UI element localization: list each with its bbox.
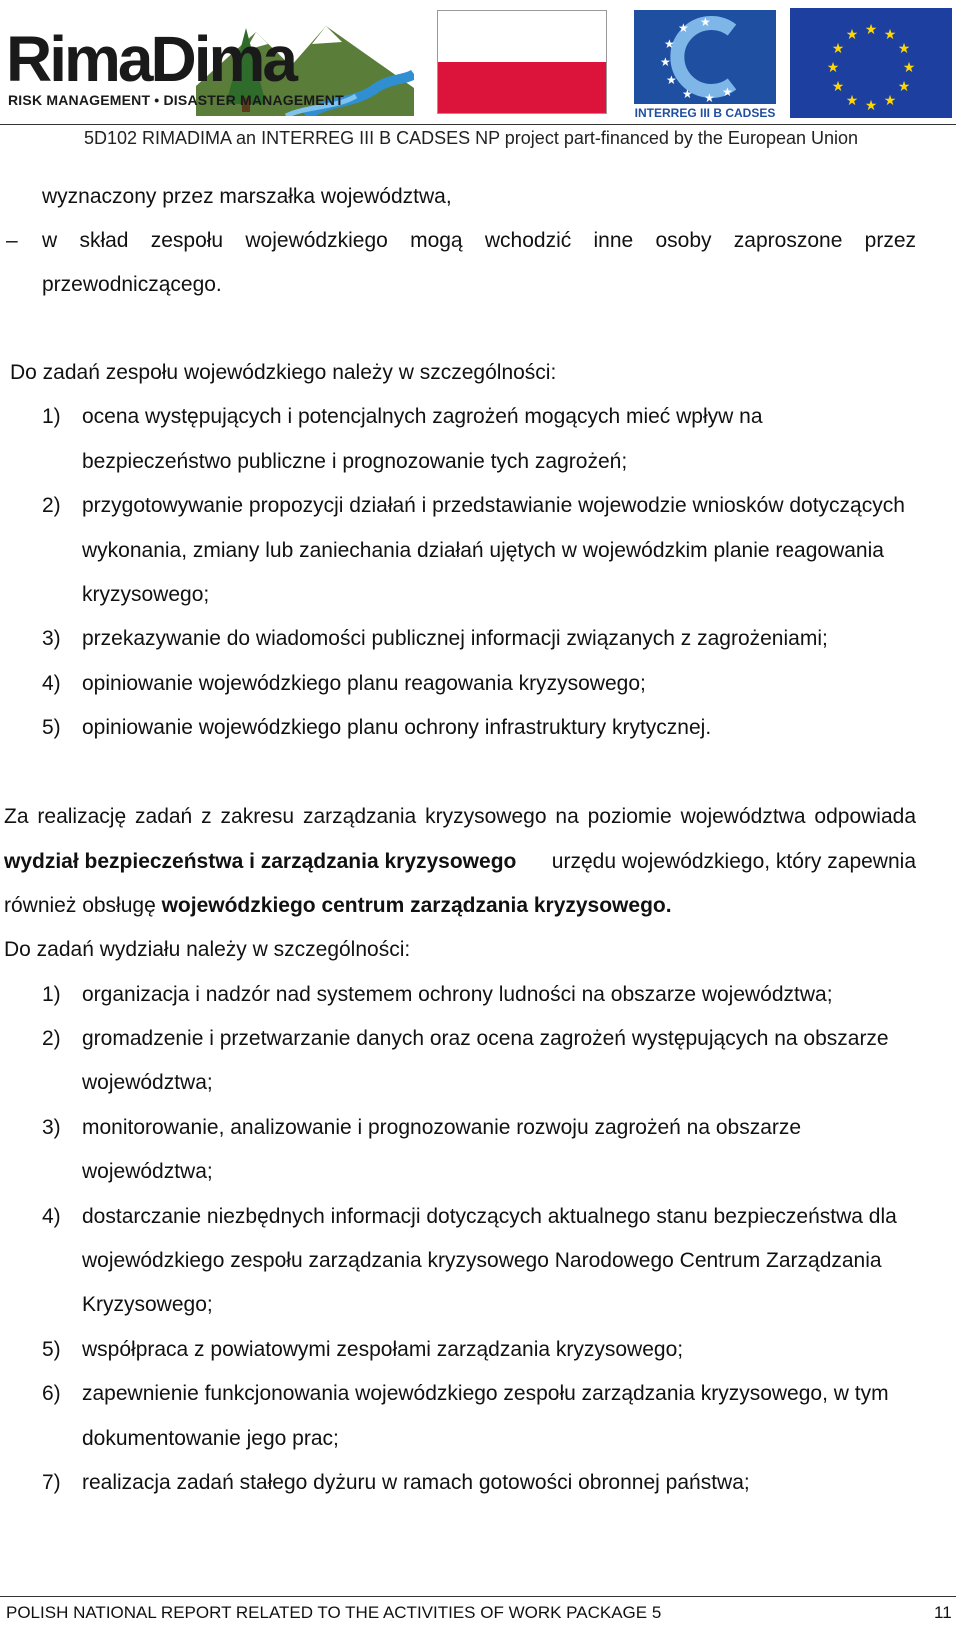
list-item-number: 3)	[42, 1116, 61, 1139]
list-item-line: ocena występujących i potencjalnych zagrożeń mogących mieć wpływ na	[82, 405, 763, 428]
list-item-number: 2)	[42, 494, 61, 517]
list-item-number: 2)	[42, 1027, 61, 1050]
list-item-line: dostarczanie niezbędnych informacji dotyczących aktualnego stanu bezpieczeństwa dla	[82, 1205, 897, 1228]
continuation-line: wyznaczony przez marszałka województwa,	[42, 185, 452, 208]
svg-text:★: ★	[883, 27, 897, 43]
svg-text:★: ★	[666, 73, 677, 87]
dash-item-line-1: w skład zespołu wojewódzkiego mogą wchodzić inne osoby zaproszone przez	[42, 229, 916, 252]
svg-text:★: ★	[864, 22, 878, 38]
para2-line-2	[4, 849, 916, 875]
list-item-line: kryzysowego;	[82, 583, 210, 606]
svg-text:★: ★	[902, 60, 916, 76]
logo-wordmark: RimaDima	[6, 23, 295, 95]
list-item-number: 7)	[42, 1471, 61, 1494]
list-item-line: zapewnienie funkcjonowania wojewódzkiego zespołu zarządzania kryzysowego, w tym	[82, 1382, 889, 1405]
para2-line-2-rest: urzędu wojewódzkiego, który zapewnia	[551, 850, 916, 873]
list-item-line: monitorowanie, analizowanie i prognozowanie rozwoju zagrożeń na obszarze	[82, 1116, 802, 1139]
list-item-line: wojewódzkiego zespołu zarządzania kryzysowego Narodowego Centrum Zarządzania	[82, 1249, 882, 1272]
section1-intro: Do zadań zespołu wojewódzkiego należy w szczególności:	[10, 361, 557, 384]
list-item-number: 4)	[42, 1205, 61, 1228]
svg-text:★: ★	[826, 60, 840, 76]
svg-text:★: ★	[831, 41, 845, 57]
page-header	[0, 0, 960, 150]
list-item-line: gromadzenie i przetwarzanie danych oraz ocena zagrożeń występujących na obszarze	[82, 1027, 889, 1050]
bold-phrase: wydział bezpieczeństwa i zarządzania kryzysowego	[4, 850, 517, 873]
list-item-line: wykonania, zmiany lub zaniechania działań ujętych w wojewódzkim planie reagowania	[82, 539, 884, 562]
svg-text:★: ★	[664, 37, 675, 51]
svg-text:★: ★	[897, 41, 911, 57]
bold-phrase: wojewódzkiego centrum zarządzania kryzysowego.	[161, 894, 672, 917]
svg-text:★: ★	[660, 55, 671, 69]
interreg-label: INTERREG III B CADSES	[634, 106, 776, 120]
list-item-number: 1)	[42, 983, 61, 1006]
list-item-line: Kryzysowego;	[82, 1293, 213, 1316]
header-caption: 5D102 RIMADIMA an INTERREG III B CADSES NP project part-financed by the European Union	[84, 128, 859, 148]
list-item-line: przygotowywanie propozycji działań i przedstawianie wojewodzie wniosków dotyczących	[82, 494, 905, 517]
footer-divider	[0, 1596, 956, 1597]
list-item-line: bezpieczeństwo publiczne i prognozowanie tych zagrożeń;	[82, 450, 628, 473]
footer-title: POLISH NATIONAL REPORT RELATED TO THE ACTIVITIES OF WORK PACKAGE 5	[6, 1603, 662, 1622]
logo-tagline: RISK MANAGEMENT • DISASTER MANAGEMENT	[8, 92, 344, 108]
list-item-number: 6)	[42, 1382, 61, 1405]
svg-text:★: ★	[678, 21, 689, 35]
svg-text:★: ★	[704, 91, 715, 104]
interreg-stars-icon	[634, 10, 776, 104]
eu-stars-icon	[790, 8, 952, 118]
svg-text:★: ★	[682, 87, 693, 101]
svg-text:★: ★	[883, 93, 897, 109]
page-number: 11	[934, 1603, 952, 1622]
list-item-number: 1)	[42, 405, 61, 428]
svg-text:★: ★	[831, 79, 845, 95]
para2-line-3-start: również obsługę	[4, 894, 162, 917]
list-item-line: realizacja zadań stałego dyżuru w ramach gotowości obronnej państwa;	[82, 1471, 750, 1494]
section2-intro: Do zadań wydziału należy w szczególności:	[4, 938, 411, 961]
dash-item-line-2: przewodniczącego.	[42, 273, 222, 296]
svg-text:★: ★	[864, 98, 878, 114]
list-item-line: województwa;	[82, 1160, 213, 1183]
list-item-number: 5)	[42, 1338, 61, 1361]
list-item-line: współpraca z powiatowymi zespołami zarządzania kryzysowego;	[82, 1338, 684, 1361]
list-item-line: opiniowanie wojewódzkiego planu ochrony infrastruktury krytycznej.	[82, 716, 712, 739]
list-item-number: 5)	[42, 716, 61, 739]
svg-text:★: ★	[845, 27, 859, 43]
list-item-line: opiniowanie wojewódzkiego planu reagowania kryzysowego;	[82, 672, 646, 695]
interreg-logo-icon	[634, 10, 776, 120]
list-item-number: 3)	[42, 627, 61, 650]
svg-text:★: ★	[700, 15, 711, 29]
eu-flag-icon	[790, 8, 952, 118]
list-item-line: województwa;	[82, 1071, 213, 1094]
list-item-number: 4)	[42, 672, 61, 695]
list-item-line: organizacja i nadzór nad systemem ochrony ludności na obszarze województwa;	[82, 983, 833, 1006]
list-item-line: przekazywanie do wiadomości publicznej informacji związanych z zagrożeniami;	[82, 627, 828, 650]
header-divider	[0, 124, 956, 125]
polish-flag-icon	[437, 10, 607, 114]
rimadima-logo-icon	[6, 8, 414, 116]
svg-text:★: ★	[897, 79, 911, 95]
svg-text:★: ★	[722, 85, 733, 99]
dash-bullet: –	[6, 229, 18, 252]
svg-text:★: ★	[845, 93, 859, 109]
para2-line-1: Za realizację zadań z zakresu zarządzania kryzysowego na poziomie województwa odpowiada	[4, 805, 916, 828]
para2-line-3	[4, 893, 672, 919]
list-item-line: dokumentowanie jego prac;	[82, 1427, 339, 1450]
